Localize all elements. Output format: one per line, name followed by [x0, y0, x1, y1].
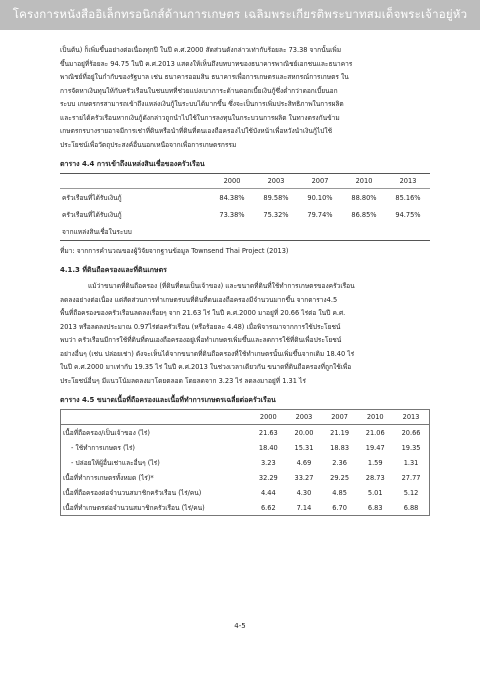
table-4-4-caption: ตาราง 4.4 การเข้าถึงแหล่งสินเชื่อของครัวเรือน	[60, 160, 205, 168]
table-header-row	[60, 174, 430, 189]
table-cell: 19.35	[401, 443, 421, 452]
table-cell: 6.88	[403, 503, 419, 512]
table-cell: 88.80%	[351, 193, 377, 202]
table-cell: 4.44	[260, 488, 276, 497]
paragraph-line: ระบบ เกษตรกรสามารถเข้าถึงแหล่งเงินกู้ในระบบได้มากขึ้น ซึ่งจะเป็นการเพิ่มประสิทธิภาพในการผลิต	[60, 100, 344, 108]
table-cell: 15.31	[294, 443, 314, 452]
paragraph-line: พบว่า ครัวเรือนมีการใช้ที่ดินที่ตนเองถือครองอยู่เพื่อทำเกษตรเพิ่มขึ้นและลดการใช้ที่ดินเพื่อประโยชน์	[60, 336, 342, 344]
table-cell: 86.85%	[351, 210, 377, 219]
paragraph-line: การจัดหาเงินทุนให้กับครัวเรือนในชนบทที่ช่วยแบ่งเบาภาระด้านดอกเบี้ยเงินกู้ซึ่งต่ำกว่าดอกเบี้ยนอก	[60, 86, 338, 95]
table-cell: 5.01	[367, 488, 383, 497]
table-cell: 29.25	[330, 473, 350, 482]
table-cell: 4.85	[332, 488, 347, 497]
table-cell: 3.23	[260, 458, 276, 467]
table-cell: 85.16%	[395, 193, 421, 202]
table-cell: 18.40	[258, 443, 278, 452]
table-source: ที่มา: จากการคำนวณของผู้วิจัยจากฐานข้อมูล Townsend Thai Project (2013)	[60, 247, 289, 255]
table-row	[61, 425, 430, 441]
table-cell: 4.30	[296, 488, 312, 497]
table-row	[61, 485, 430, 500]
table-cell: 21.06	[365, 428, 385, 437]
paragraph-credit-access	[60, 44, 430, 152]
table-cell: 20.00	[294, 428, 314, 437]
table-cell	[254, 223, 298, 241]
table-header-year: 2000	[251, 410, 287, 425]
paragraph-line: ประโยชน์เพื่อวัตถุประสงค์อื่นนอกเหนือจากเพื่อการเกษตรกรรม	[60, 140, 237, 149]
table-row	[61, 470, 430, 485]
table-cell	[210, 223, 254, 241]
row-label: จากแหล่งสินเชื่อในระบบ	[62, 228, 132, 236]
table-cell: 2.36	[332, 458, 347, 467]
paragraph-line: ประโยชน์อื่นๆ มีแนวโน้มลดลงมาโดยตลอด โดยลดจาก 3.23 ไร่ ลดลงมาอยู่ที่ 1.31 ไร่	[60, 376, 306, 385]
paragraph-line: ลดลงอย่างต่อเนื่อง แต่สัดส่วนการทำเกษตรบนที่ดินที่ตนเองถือครองมีจำนวนมากขึ้น จากตาราง4.5	[60, 295, 338, 304]
table-cell	[386, 223, 430, 241]
table-cell: 6.62	[260, 503, 276, 512]
paragraph-land-holding	[60, 280, 430, 388]
row-label: - ปล่อยให้ผู้อื่นเช่าและอื่นๆ (ไร่)	[71, 459, 160, 467]
table-cell: 89.58%	[263, 193, 289, 202]
paragraph-line: พาณิชย์ที่อยู่ในกำกับของรัฐบาล เช่น ธนาคารออมสิน ธนาคารเพื่อการเกษตรและสหกรณ์การเกษตร ใน	[60, 73, 349, 81]
paragraph-line: เป็นต้น) ก็เพิ่มขึ้นอย่างต่อเนื่องทุกปี ในปี ค.ศ.2000 สัดส่วนดังกล่าวเท่ากับร้อยละ 73.38 จากนั้นเพิ่ม	[60, 46, 342, 54]
table-header-empty	[60, 174, 210, 189]
page-content	[60, 44, 430, 516]
table-row	[61, 440, 430, 455]
table-header-year: 2003	[286, 410, 322, 425]
table-row	[60, 189, 430, 207]
paragraph-line: ขึ้นมาอยู่ที่ร้อยละ 94.75 ในปี ค.ศ.2013 แสดงให้เห็นถึงบทบาทของธนาคารพาณิชย์เอกชนและธนาคาร	[60, 59, 353, 68]
table-4-4	[60, 173, 430, 241]
paragraph-line: 2013 หรือลดลงประมาณ 0.97ไร่ต่อครัวเรือน (หรือร้อยละ 4.48) เมื่อพิจารณาจากการใช้ประโยชน์	[60, 322, 341, 331]
table-header-year: 2003	[254, 174, 298, 189]
paragraph-line: พื้นที่ถือครองของครัวเรือนลดลงเรื่อยๆ จาก 21.63 ไร่ ในปี ค.ศ.2000 มาอยู่ที่ 20.66 ไร่ต่อ ในปี ค.ศ.	[60, 309, 346, 317]
table-cell: 73.38%	[219, 210, 245, 219]
table-cell: 75.32%	[263, 210, 289, 219]
page-number: 4-5	[234, 622, 246, 630]
table-row	[61, 500, 430, 516]
table-header-year: 2013	[386, 174, 430, 189]
table-header-empty	[61, 410, 251, 425]
row-label: เนื้อที่ทำเกษตรต่อจำนวนสมาชิกครัวเรือน (ไร่/คน)	[63, 504, 205, 512]
table-cell: 1.31	[403, 458, 419, 467]
page-header	[0, 0, 480, 30]
row-label: ครัวเรือนที่ได้รับเงินกู้	[62, 211, 122, 219]
table-cell: 6.83	[367, 503, 383, 512]
table-4-5	[60, 409, 430, 516]
row-label: - ใช้ทำการเกษตร (ไร่)	[71, 444, 135, 452]
table-cell: 21.63	[258, 428, 278, 437]
table-cell: 18.83	[330, 443, 350, 452]
table-cell: 33.27	[294, 473, 314, 482]
table-header-year: 2000	[210, 174, 254, 189]
paragraph-line: แม้ว่าขนาดที่ดินถือครอง (ที่ดินที่ตนเป็นเจ้าของ) และขนาดที่ดินที่ใช้ทำการเกษตรของครัวเรือน	[88, 282, 355, 290]
table-row	[60, 206, 430, 223]
header-title: โครงการหนังสืออิเล็กทรอนิกส์ด้านการเกษตร เฉลิมพระเกียรติพระบาทสมเด็จพระเจ้าอยู่หัว	[12, 7, 468, 21]
table-cell: 84.38%	[219, 193, 245, 202]
row-label: ครัวเรือนที่ได้รับเงินกู้	[62, 194, 122, 202]
table-cell: 21.19	[330, 428, 350, 437]
table-cell: 6.70	[332, 503, 347, 512]
table-cell	[298, 223, 342, 241]
table-header-year: 2010	[357, 410, 393, 425]
row-label: เนื้อที่ถือครองต่อจำนวนสมาชิกครัวเรือน (ไร่/คน)	[63, 489, 202, 497]
table-cell: 7.14	[296, 503, 312, 512]
row-label: เนื้อที่ทำการเกษตรทั้งหมด (ไร่)*	[63, 474, 154, 482]
table-cell	[342, 223, 386, 241]
table-header-year: 2007	[298, 174, 342, 189]
table-cell: 90.10%	[307, 193, 333, 202]
table-cell: 27.77	[401, 473, 421, 482]
table-cell: 32.29	[258, 473, 278, 482]
table-header-year: 2013	[393, 410, 429, 425]
paragraph-line: และรายได้ครัวเรือนหากเงินกู้ดังกล่าวถูกนำไปใช้ในการลงทุนในกระบวนการผลิต ในทางตรงกันข้าม	[60, 113, 340, 122]
row-label: เนื้อที่ถือครอง/เป็นเจ้าของ (ไร่)	[63, 429, 150, 437]
table-cell: 20.66	[401, 428, 421, 437]
table-cell: 4.69	[296, 458, 312, 467]
table-cell: 1.59	[367, 458, 383, 467]
table-header-year: 2007	[322, 410, 358, 425]
table-cell: 28.73	[365, 473, 385, 482]
table-cell: 5.12	[403, 488, 419, 497]
table-row	[61, 455, 430, 470]
paragraph-line: เกษตรกรบางรายอาจมีการเช่าที่ดินหรือนำที่ดินที่ตนเองถือครองไปใช้บังหน้าเพื่อหวังนำเงินกู้ไปใช้	[60, 127, 333, 135]
paragraph-line: อย่างอื่นๆ (เช่น ปล่อยเช่า) ดังจะเห็นได้จากขนาดที่ดินถือครองที่ใช้ทำเกษตรนั้นเพิ่มขึ้นจากเดิม 18.40 ไร่	[60, 349, 355, 358]
paragraph-line: ในปี ค.ศ.2000 มาเท่ากับ 19.35 ไร่ ในปี ค.ศ.2013 ในช่วงเวลาเดียวกัน ขนาดที่ดินถือครองที่ถูกใช้เพื่อ	[60, 363, 352, 371]
table-cell: 94.75%	[395, 210, 421, 219]
section-heading: 4.1.3 ที่ดินถือครองและที่ดินเกษตร	[60, 266, 167, 274]
table-cell: 79.74%	[307, 210, 333, 219]
table-cell: 19.47	[365, 443, 385, 452]
table-header-row	[61, 410, 430, 425]
table-4-5-caption: ตาราง 4.5 ขนาดเนื้อที่ถือครองและเนื้อที่ทำการเกษตรเฉลี่ยต่อครัวเรือน	[60, 396, 276, 404]
table-row	[60, 223, 430, 241]
table-header-year: 2010	[342, 174, 386, 189]
